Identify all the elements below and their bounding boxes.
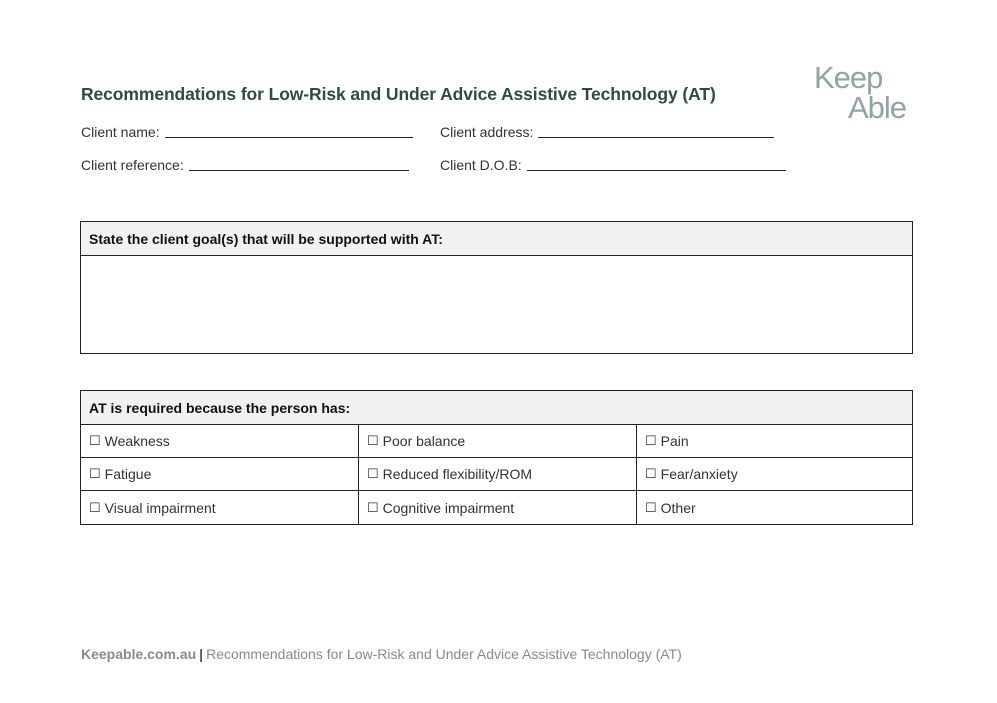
page-title: Recommendations for Low-Risk and Under Advice Assistive Technology (AT): [81, 84, 716, 104]
client-name-label: Client name:: [81, 124, 160, 140]
client-name-input-line[interactable]: [165, 136, 413, 138]
checkbox-icon[interactable]: ☐: [645, 466, 657, 481]
option-label: Weakness: [104, 433, 170, 449]
footer-separator: |: [199, 646, 204, 662]
option-label: Other: [660, 499, 696, 516]
checkbox-visual-impairment[interactable]: [81, 491, 359, 524]
client-address-input-line[interactable]: [538, 136, 774, 138]
option-label: Fear/anxiety: [660, 466, 738, 482]
checkbox-fear-anxiety[interactable]: [637, 458, 912, 491]
client-name-field[interactable]: [81, 124, 413, 140]
checkbox-icon[interactable]: ☐: [89, 466, 101, 481]
at-requirements-grid: [81, 425, 912, 524]
client-dob-field[interactable]: [440, 157, 786, 173]
checkbox-icon[interactable]: ☐: [89, 433, 101, 448]
client-goal-heading: State the client goal(s) that will be supported with AT:: [81, 222, 912, 256]
option-label: Visual impairment: [104, 499, 216, 516]
checkbox-reduced-flexibility[interactable]: [359, 458, 637, 491]
at-requirements-heading: AT is required because the person has:: [81, 391, 912, 425]
checkbox-other[interactable]: [637, 491, 912, 524]
option-label: Cognitive impairment: [382, 499, 515, 516]
checkbox-pain[interactable]: [637, 425, 912, 458]
at-requirements-section: [80, 390, 913, 525]
client-reference-label: Client reference:: [81, 157, 184, 173]
option-label: Fatigue: [104, 466, 152, 482]
client-dob-input-line[interactable]: [527, 169, 786, 171]
checkbox-poor-balance[interactable]: [359, 425, 637, 458]
option-label: Poor balance: [382, 433, 466, 449]
checkbox-icon[interactable]: ☐: [367, 466, 379, 481]
option-label: Pain: [660, 433, 689, 449]
checkbox-weakness[interactable]: [81, 425, 359, 458]
logo-line-1: Keep: [814, 60, 883, 95]
checkbox-icon[interactable]: ☐: [645, 433, 657, 448]
footer-text: Recommendations for Low-Risk and Under Advice Assistive Technology (AT): [206, 646, 682, 662]
client-goal-input-area[interactable]: [81, 256, 912, 352]
page-footer: [81, 646, 682, 662]
keepable-logo: [814, 60, 924, 130]
logo-line-2: Able: [848, 90, 907, 125]
client-reference-field[interactable]: [81, 157, 409, 173]
option-label: Reduced flexibility/ROM: [382, 466, 533, 482]
checkbox-icon[interactable]: ☐: [367, 433, 379, 448]
checkbox-icon[interactable]: ☐: [645, 499, 657, 515]
checkbox-icon[interactable]: ☐: [89, 499, 101, 515]
checkbox-cognitive-impairment[interactable]: [359, 491, 637, 524]
client-address-field[interactable]: [440, 124, 774, 140]
client-address-label: Client address:: [440, 124, 534, 140]
client-dob-label: Client D.O.B:: [440, 157, 522, 173]
footer-site: Keepable.com.au: [81, 646, 197, 662]
client-reference-input-line[interactable]: [189, 169, 409, 171]
client-goal-section: [80, 221, 913, 354]
checkbox-fatigue[interactable]: [81, 458, 359, 491]
checkbox-icon[interactable]: ☐: [367, 499, 379, 515]
